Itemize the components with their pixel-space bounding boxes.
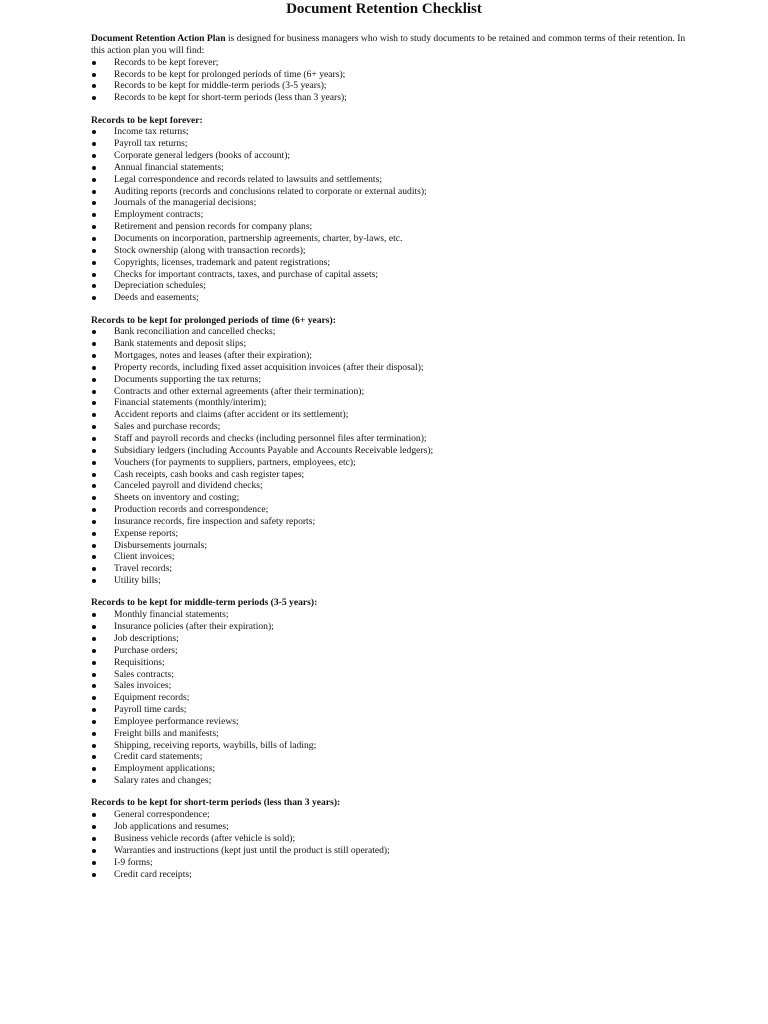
list-item: Subsidiary ledgers (including Accounts Payable and Accounts Receivable ledgers);: [91, 445, 691, 457]
list-item: Contracts and other external agreements (after their termination);: [91, 386, 691, 398]
list-item: Sheets on inventory and costing;: [91, 492, 691, 504]
list-item: Documents on incorporation, partnership agreements, charter, by-laws, etc.: [91, 233, 691, 245]
list-item: Accident reports and claims (after accident or its settlement);: [91, 409, 691, 421]
list-item: Sales and purchase records;: [91, 421, 691, 433]
list-item: I-9 forms;: [91, 857, 691, 869]
list-item: Records to be kept for short-term periods (less than 3 years);: [91, 92, 691, 104]
list-item: Staff and payroll records and checks (including personnel files after termination);: [91, 433, 691, 445]
list-item: Salary rates and changes;: [91, 775, 691, 787]
section-heading: Records to be kept for prolonged periods of time (6+ years):: [91, 314, 336, 326]
list-item: Disbursements journals;: [91, 540, 691, 552]
list-item: Payroll time cards;: [91, 704, 691, 716]
list-item: Expense reports;: [91, 528, 691, 540]
list-item: Shipping, receiving reports, waybills, bills of lading;: [91, 740, 691, 752]
list-item: Purchase orders;: [91, 645, 691, 657]
list-item: Auditing reports (records and conclusions related to corporate or external audits);: [91, 186, 691, 198]
list-item: Corporate general ledgers (books of account);: [91, 150, 691, 162]
list-item: Business vehicle records (after vehicle is sold);: [91, 833, 691, 845]
list-item: Monthly financial statements;: [91, 609, 691, 621]
list-item: Records to be kept forever;: [91, 57, 691, 69]
list-item: Cash receipts, cash books and cash register tapes;: [91, 469, 691, 481]
section-list: [91, 126, 691, 304]
list-item: Employee performance reviews;: [91, 716, 691, 728]
list-item: Bank statements and deposit slips;: [91, 338, 691, 350]
list-item: Journals of the managerial decisions;: [91, 197, 691, 209]
list-item: Warranties and instructions (kept just until the product is still operated);: [91, 845, 691, 857]
list-item: Travel records;: [91, 563, 691, 575]
section-list: [91, 326, 691, 587]
section-heading: Records to be kept for short-term periods (less than 3 years):: [91, 797, 341, 809]
document-body: [91, 33, 691, 880]
list-item: Job applications and resumes;: [91, 821, 691, 833]
list-item: Legal correspondence and records related to lawsuits and settlements;: [91, 174, 691, 186]
list-item: Records to be kept for middle-term periods (3-5 years);: [91, 80, 691, 92]
list-item: Client invoices;: [91, 551, 691, 563]
list-item: Utility bills;: [91, 575, 691, 587]
list-item: Checks for important contracts, taxes, and purchase of capital assets;: [91, 269, 691, 281]
intro-paragraph: [91, 33, 691, 57]
list-item: Requisitions;: [91, 657, 691, 669]
list-item: Property records, including fixed asset acquisition invoices (after their disposal);: [91, 362, 691, 374]
list-item: Deeds and easements;: [91, 292, 691, 304]
intro-list: [91, 57, 691, 104]
list-item: Documents supporting the tax returns;: [91, 374, 691, 386]
section-list: [91, 809, 691, 880]
list-item: Credit card statements;: [91, 751, 691, 763]
list-item: Freight bills and manifests;: [91, 728, 691, 740]
list-item: Records to be kept for prolonged periods of time (6+ years);: [91, 69, 691, 81]
document-title: Document Retention Checklist: [286, 1, 482, 17]
list-item: Income tax returns;: [91, 126, 691, 138]
list-item: Production records and correspondence;: [91, 504, 691, 516]
section-short-term: [91, 797, 691, 880]
list-item: Canceled payroll and dividend checks;: [91, 480, 691, 492]
list-item: Copyrights, licenses, trademark and patent registrations;: [91, 257, 691, 269]
list-item: Stock ownership (along with transaction records);: [91, 245, 691, 257]
list-item: Employment contracts;: [91, 209, 691, 221]
list-item: Credit card receipts;: [91, 869, 691, 881]
list-item: Annual financial statements;: [91, 162, 691, 174]
list-item: Employment applications;: [91, 763, 691, 775]
intro-text: is designed for business managers who wish to study documents to be retained and common terms of their retention. In this action plan you will find:: [91, 33, 686, 56]
list-item: Depreciation schedules;: [91, 280, 691, 292]
list-item: Financial statements (monthly/interim);: [91, 397, 691, 409]
list-item: Sales invoices;: [91, 680, 691, 692]
list-item: Vouchers (for payments to suppliers, partners, employees, etc);: [91, 457, 691, 469]
intro-bold-term: Document Retention Action Plan: [91, 33, 226, 44]
list-item: General correspondence;: [91, 809, 691, 821]
section-heading: Records to be kept for middle-term periods (3-5 years):: [91, 597, 318, 609]
section-forever: [91, 115, 691, 305]
section-middle-term: [91, 597, 691, 787]
section-prolonged: [91, 315, 691, 587]
list-item: Insurance records, fire inspection and safety reports;: [91, 516, 691, 528]
list-item: Job descriptions;: [91, 633, 691, 645]
list-item: Bank reconciliation and cancelled checks;: [91, 326, 691, 338]
list-item: Insurance policies (after their expiration);: [91, 621, 691, 633]
section-heading: Records to be kept forever:: [91, 114, 203, 126]
list-item: Payroll tax returns;: [91, 138, 691, 150]
list-item: Retirement and pension records for company plans;: [91, 221, 691, 233]
section-list: [91, 609, 691, 787]
list-item: Sales contracts;: [91, 669, 691, 681]
list-item: Mortgages, notes and leases (after their expiration);: [91, 350, 691, 362]
list-item: Equipment records;: [91, 692, 691, 704]
